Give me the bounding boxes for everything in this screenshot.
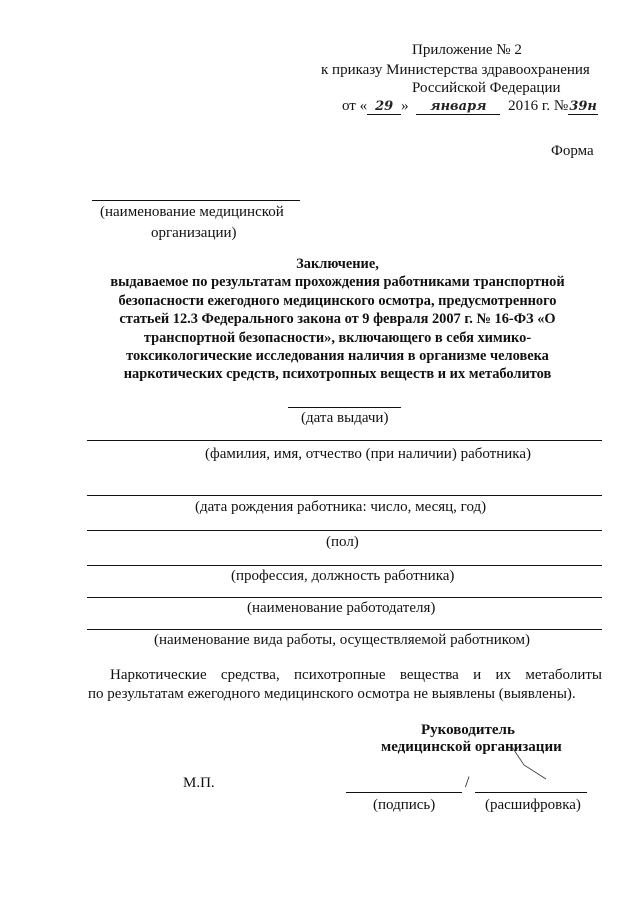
decode-line[interactable] [475,792,587,793]
conclusion-line-2: по результатам ежегодного медицинского осмотра не выявлены (выявлены). [88,686,576,702]
title-line: наркотических средств, психотропных веществ и их метаболитов [123,366,552,383]
sex-field-line[interactable] [87,530,602,531]
title-line: Заключение, [296,256,379,272]
date-year: 2016 г. № [508,98,569,114]
date-day: 29 [367,100,401,115]
signature-slash: / [465,774,470,791]
conclusion-text [88,666,602,704]
order-date-line [342,98,598,115]
employer-field-line[interactable] [87,597,602,598]
order-number: 39н [569,99,597,114]
organization-caption: (наименование медицинской [100,204,284,220]
title-line: статьей 12.3 Федерального закона от 9 февраля 2007 г. № 16-ФЗ «О [119,311,556,328]
date-prefix: от « [342,98,368,114]
date-mid: » [401,98,409,114]
form-label: Форма [551,143,594,159]
organization-line[interactable] [92,200,300,201]
signature-caption: (подпись) [373,797,436,813]
conclusion-line-1: Наркотические средства, психотропные вещества и их метаболиты [110,667,602,683]
name-field-caption: (фамилия, имя, отчество (при наличии) работника) [205,446,531,462]
profession-field-line[interactable] [87,565,602,566]
title-line: безопасности ежегодного медицинского осмотра, предусмотренного [118,292,557,309]
profession-field-caption: (профессия, должность работника) [231,568,455,584]
head-title: Руководитель [421,722,515,738]
order-of-ministry: к приказу Министерства здравоохранения [321,62,590,78]
work-type-field-line[interactable] [87,629,602,630]
pen-stroke-icon [510,745,550,785]
organization-caption-cont: организации) [151,225,237,241]
work-type-field-caption: (наименование вида работы, осуществляемой работником) [154,632,531,648]
signature-line[interactable] [346,792,462,793]
title-line: транспортной безопасности», включающего в себя химико- [143,329,532,346]
appendix-number: Приложение № 2 [412,42,522,58]
decode-caption: (расшифровка) [485,797,581,813]
birth-date-field-caption: (дата рождения работника: число, месяц, год) [195,499,487,515]
issue-date-line[interactable] [288,407,401,408]
issue-date-caption: (дата выдачи) [301,410,389,426]
title-line: выдаваемое по результатам прохождения работниками транспортной [110,274,565,291]
stamp-label: М.П. [183,775,215,791]
head-organization: медицинской организации [381,739,562,755]
birth-date-field-line[interactable] [87,495,602,496]
employer-field-caption: (наименование работодателя) [247,600,436,616]
date-month: января [416,100,500,115]
name-field-line[interactable] [87,440,602,441]
document-title [90,255,585,384]
sex-field-caption: (пол) [326,534,359,550]
russian-federation: Российской Федерации [412,80,561,96]
title-line: токсикологические исследования наличия в организме человека [126,348,549,365]
